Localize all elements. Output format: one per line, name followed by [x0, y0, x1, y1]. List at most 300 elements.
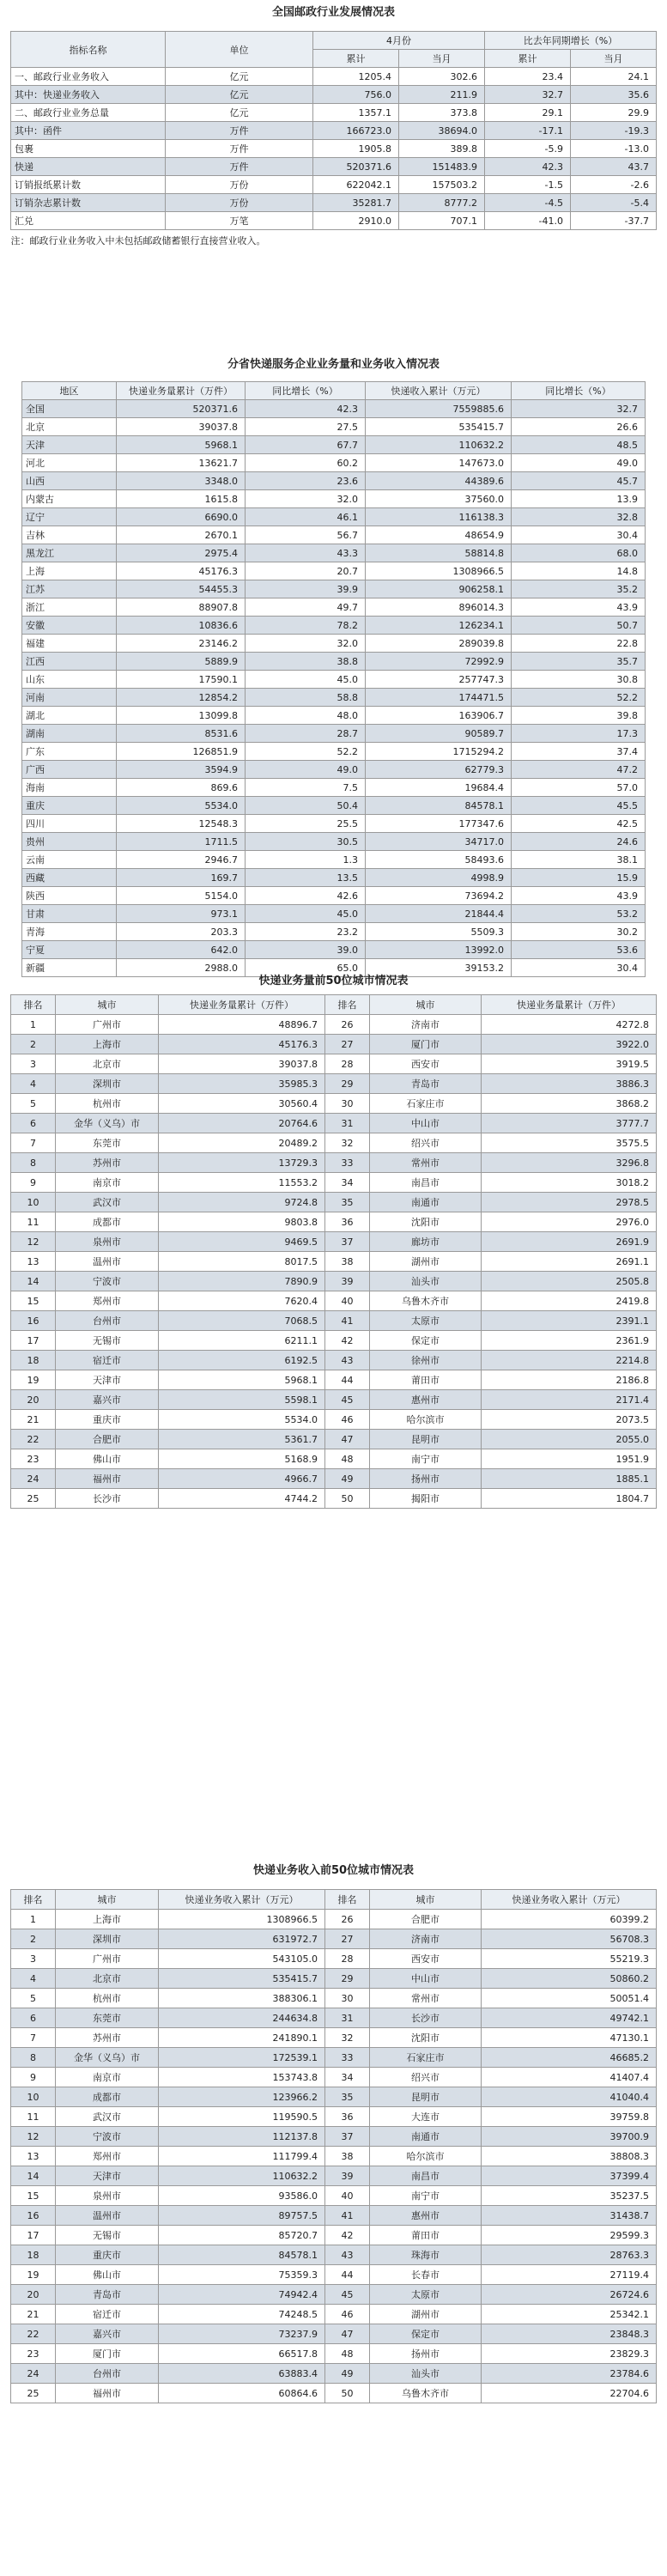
value-right: 29599.3 [482, 2226, 657, 2245]
rank-left: 2 [11, 1929, 56, 1949]
volume-growth: 25.5 [246, 815, 366, 833]
table-row [11, 2206, 657, 2226]
rank-right: 29 [325, 1969, 370, 1989]
indicator-name: 汇兑 [10, 212, 165, 230]
value-right: 2055.0 [482, 1430, 657, 1449]
city-right: 长沙市 [370, 2008, 482, 2028]
volume-value: 5154.0 [117, 887, 246, 905]
indicator-name: 二、邮政行业业务总量 [10, 104, 165, 122]
revenue-value: 62779.3 [366, 761, 512, 779]
city-right: 昆明市 [370, 1430, 482, 1449]
value-left: 93586.0 [159, 2186, 325, 2206]
value-right: 2171.4 [482, 1390, 657, 1410]
city-right: 昆明市 [370, 2087, 482, 2107]
value-right: 3777.7 [482, 1114, 657, 1133]
header-growth: 比去年同期增长（%） [484, 32, 656, 50]
rank-left: 3 [11, 1054, 56, 1074]
value-right: 27119.4 [482, 2265, 657, 2285]
city-left: 台州市 [56, 2364, 159, 2384]
value-right: 46685.2 [482, 2048, 657, 2068]
table-row [22, 797, 646, 815]
value-right: 41040.4 [482, 2087, 657, 2107]
revenue-growth: 30.4 [512, 526, 646, 544]
rank-left: 25 [11, 1489, 56, 1509]
growth-cumulative: 23.4 [484, 68, 570, 86]
table-row [22, 418, 646, 436]
value-left: 75359.3 [159, 2265, 325, 2285]
city-right: 太原市 [370, 1311, 482, 1331]
volume-value: 2988.0 [117, 959, 246, 977]
city-left: 成都市 [56, 1212, 159, 1232]
volume-value: 973.1 [117, 905, 246, 923]
value-right: 1804.7 [482, 1489, 657, 1509]
volume-growth: 13.5 [246, 869, 366, 887]
city-left: 重庆市 [56, 2245, 159, 2265]
table-row [11, 1094, 657, 1114]
table-row [11, 2364, 657, 2384]
region-name: 河南 [22, 689, 117, 707]
value-left: 39037.8 [159, 1054, 325, 1074]
month-value: 707.1 [398, 212, 484, 230]
value-right: 23829.3 [482, 2344, 657, 2364]
revenue-value: 58493.6 [366, 851, 512, 869]
city-right: 保定市 [370, 1331, 482, 1351]
revenue-growth: 43.9 [512, 598, 646, 617]
volume-growth: 28.7 [246, 725, 366, 743]
value-right: 3018.2 [482, 1173, 657, 1193]
volume-growth: 39.9 [246, 580, 366, 598]
revenue-value: 116138.3 [366, 508, 512, 526]
city-right: 南昌市 [370, 1173, 482, 1193]
city-right: 哈尔滨市 [370, 1410, 482, 1430]
value-left: 4744.2 [159, 1489, 325, 1509]
city-right: 中山市 [370, 1969, 482, 1989]
table-row [22, 454, 646, 472]
region-name: 山东 [22, 671, 117, 689]
table-row [11, 1351, 657, 1370]
value-left: 66517.8 [159, 2344, 325, 2364]
rank-right: 28 [325, 1949, 370, 1969]
value-left: 11553.2 [159, 1173, 325, 1193]
indicator-name: 包裹 [10, 140, 165, 158]
city-right: 扬州市 [370, 1469, 482, 1489]
city-right: 惠州市 [370, 1390, 482, 1410]
table-row [11, 1910, 657, 1929]
header-revenue-growth: 同比增长（%） [512, 382, 646, 400]
section-province [0, 357, 667, 977]
city-right: 湖州市 [370, 1252, 482, 1272]
table-row [11, 1074, 657, 1094]
value-left: 7890.9 [159, 1272, 325, 1291]
volume-value: 8531.6 [117, 725, 246, 743]
city-left: 无锡市 [56, 2226, 159, 2245]
header-city-left: 城市 [56, 995, 159, 1015]
table-row [22, 598, 646, 617]
value-right: 2391.1 [482, 1311, 657, 1331]
rank-left: 19 [11, 1370, 56, 1390]
city-left: 北京市 [56, 1054, 159, 1074]
volume-growth: 7.5 [246, 779, 366, 797]
rank-left: 6 [11, 2008, 56, 2028]
city-right: 哈尔滨市 [370, 2147, 482, 2166]
value-left: 5361.7 [159, 1430, 325, 1449]
city-right: 中山市 [370, 1114, 482, 1133]
region-name: 浙江 [22, 598, 117, 617]
rank-right: 48 [325, 1449, 370, 1469]
rank-left: 9 [11, 1173, 56, 1193]
city-left: 杭州市 [56, 1094, 159, 1114]
value-right: 2505.8 [482, 1272, 657, 1291]
revenue-growth: 24.6 [512, 833, 646, 851]
value-left: 85720.7 [159, 2226, 325, 2245]
revenue-growth: 49.0 [512, 454, 646, 472]
rank-left: 15 [11, 2186, 56, 2206]
rank-left: 24 [11, 1469, 56, 1489]
revenue-growth: 35.2 [512, 580, 646, 598]
value-left: 9803.8 [159, 1212, 325, 1232]
growth-cumulative: 29.1 [484, 104, 570, 122]
table-row [22, 923, 646, 941]
table-row [22, 707, 646, 725]
city-right: 南通市 [370, 2127, 482, 2147]
table-row [11, 1390, 657, 1410]
value-left: 63883.4 [159, 2364, 325, 2384]
volume-value: 2946.7 [117, 851, 246, 869]
rank-right: 48 [325, 2344, 370, 2364]
rank-left: 22 [11, 2324, 56, 2344]
table-row [11, 2384, 657, 2403]
table-row [22, 779, 646, 797]
growth-month: -37.7 [570, 212, 656, 230]
table-row [11, 2107, 657, 2127]
value-right: 3868.2 [482, 1094, 657, 1114]
revenue-growth: 47.2 [512, 761, 646, 779]
region-name: 天津 [22, 436, 117, 454]
volume-growth: 49.0 [246, 761, 366, 779]
rank-left: 5 [11, 1094, 56, 1114]
city-left: 深圳市 [56, 1074, 159, 1094]
region-name: 湖北 [22, 707, 117, 725]
rank-right: 30 [325, 1094, 370, 1114]
header-volume-growth: 同比增长（%） [246, 382, 366, 400]
city-right: 太原市 [370, 2285, 482, 2305]
city-right: 珠海市 [370, 2245, 482, 2265]
rank-left: 11 [11, 1212, 56, 1232]
header-rank-left: 排名 [11, 1890, 56, 1910]
header-city-left: 城市 [56, 1890, 159, 1910]
city-right: 沈阳市 [370, 2028, 482, 2048]
volume-value: 1615.8 [117, 490, 246, 508]
unit: 亿元 [165, 104, 312, 122]
revenue-growth: 45.5 [512, 797, 646, 815]
rank-right: 29 [325, 1074, 370, 1094]
city-left: 重庆市 [56, 1410, 159, 1430]
city-left: 金华（义乌）市 [56, 1114, 159, 1133]
table-row [11, 1272, 657, 1291]
growth-month: 24.1 [570, 68, 656, 86]
value-left: 9469.5 [159, 1232, 325, 1252]
table-row [11, 1114, 657, 1133]
city-right: 济南市 [370, 1929, 482, 1949]
value-left: 241890.1 [159, 2028, 325, 2048]
volume-growth: 42.3 [246, 400, 366, 418]
city-left: 福州市 [56, 1469, 159, 1489]
value-left: 20764.6 [159, 1114, 325, 1133]
city-left: 广州市 [56, 1015, 159, 1035]
city-left: 厦门市 [56, 2344, 159, 2364]
city-right: 合肥市 [370, 1910, 482, 1929]
revenue-value: 257747.3 [366, 671, 512, 689]
volume-growth: 45.0 [246, 905, 366, 923]
city-right: 乌鲁木齐市 [370, 2384, 482, 2403]
volume-growth: 23.2 [246, 923, 366, 941]
rank-left: 6 [11, 1114, 56, 1133]
region-name: 福建 [22, 635, 117, 653]
rank-left: 10 [11, 1193, 56, 1212]
section-title-province: 分省快递服务企业业务量和业务收入情况表 [227, 358, 440, 371]
value-left: 123966.2 [159, 2087, 325, 2107]
rank-right: 32 [325, 1133, 370, 1153]
value-left: 74942.4 [159, 2285, 325, 2305]
header-value-left: 快递业务量累计（万件） [159, 995, 325, 1015]
volume-growth: 43.3 [246, 544, 366, 562]
city-left: 佛山市 [56, 1449, 159, 1469]
value-left: 6192.5 [159, 1351, 325, 1370]
volume-growth: 32.0 [246, 490, 366, 508]
city-left: 台州市 [56, 1311, 159, 1331]
table-row [11, 2127, 657, 2147]
table-row [11, 1370, 657, 1390]
revenue-growth: 53.2 [512, 905, 646, 923]
revenue-growth: 68.0 [512, 544, 646, 562]
region-name: 黑龙江 [22, 544, 117, 562]
value-left: 45176.3 [159, 1035, 325, 1054]
table-row [22, 743, 646, 761]
table-row [22, 671, 646, 689]
growth-month: -13.0 [570, 140, 656, 158]
volume-growth: 42.6 [246, 887, 366, 905]
revenue-growth: 52.2 [512, 689, 646, 707]
city-left: 上海市 [56, 1910, 159, 1929]
volume-value: 23146.2 [117, 635, 246, 653]
region-name: 河北 [22, 454, 117, 472]
city-left: 苏州市 [56, 1153, 159, 1173]
rank-left: 19 [11, 2265, 56, 2285]
rank-left: 18 [11, 2245, 56, 2265]
value-left: 543105.0 [159, 1949, 325, 1969]
revenue-value: 535415.7 [366, 418, 512, 436]
header-city-right: 城市 [370, 1890, 482, 1910]
table-row [11, 1193, 657, 1212]
month-value: 151483.9 [398, 158, 484, 176]
volume-value: 13621.7 [117, 454, 246, 472]
city-left: 东莞市 [56, 2008, 159, 2028]
city-left: 合肥市 [56, 1430, 159, 1449]
region-name: 安徽 [22, 617, 117, 635]
volume-growth: 50.4 [246, 797, 366, 815]
cumulative-value: 2910.0 [312, 212, 398, 230]
rank-right: 40 [325, 1291, 370, 1311]
table-row [11, 2226, 657, 2245]
rank-left: 11 [11, 2107, 56, 2127]
value-right: 60399.2 [482, 1910, 657, 1929]
table-row [11, 1969, 657, 1989]
rank-left: 3 [11, 1949, 56, 1969]
table-row [11, 1449, 657, 1469]
value-left: 631972.7 [159, 1929, 325, 1949]
table-row [22, 562, 646, 580]
revenue-value: 1715294.2 [366, 743, 512, 761]
volume-growth: 48.0 [246, 707, 366, 725]
header-value-left: 快递业务收入累计（万元） [159, 1890, 325, 1910]
value-left: 35985.3 [159, 1074, 325, 1094]
revenue-growth: 22.8 [512, 635, 646, 653]
revenue-value: 163906.7 [366, 707, 512, 725]
table-row [22, 815, 646, 833]
rank-left: 13 [11, 1252, 56, 1272]
region-name: 云南 [22, 851, 117, 869]
table-row [10, 104, 656, 122]
cumulative-value: 1205.4 [312, 68, 398, 86]
city-left: 郑州市 [56, 1291, 159, 1311]
city-left: 福州市 [56, 2384, 159, 2403]
value-right: 2691.9 [482, 1232, 657, 1252]
table-row [22, 436, 646, 454]
industry-table [10, 31, 657, 230]
rank-right: 47 [325, 2324, 370, 2344]
value-right: 3575.5 [482, 1133, 657, 1153]
value-left: 119590.5 [159, 2107, 325, 2127]
table-row [22, 472, 646, 490]
rank-left: 12 [11, 1232, 56, 1252]
rank-right: 35 [325, 1193, 370, 1212]
city-left: 成都市 [56, 2087, 159, 2107]
volume-value: 54455.3 [117, 580, 246, 598]
table-row [22, 508, 646, 526]
growth-cumulative: -4.5 [484, 194, 570, 212]
rank-left: 1 [11, 1910, 56, 1929]
table-row [11, 1291, 657, 1311]
footnote: 注：邮政行业业务收入中未包括邮政储蓄银行直接营业收入。 [10, 235, 266, 246]
value-left: 5534.0 [159, 1410, 325, 1430]
table-row [22, 544, 646, 562]
value-left: 9724.8 [159, 1193, 325, 1212]
table-row [11, 2028, 657, 2048]
header-city-right: 城市 [370, 995, 482, 1015]
cumulative-value: 622042.1 [312, 176, 398, 194]
value-left: 20489.2 [159, 1133, 325, 1153]
rank-left: 13 [11, 2147, 56, 2166]
rank-left: 17 [11, 1331, 56, 1351]
volume-growth: 58.8 [246, 689, 366, 707]
volume-growth: 52.2 [246, 743, 366, 761]
value-right: 2691.1 [482, 1252, 657, 1272]
value-right: 28763.3 [482, 2245, 657, 2265]
city-revenue-table [10, 1889, 657, 2403]
indicator-name: 其中：快递业务收入 [10, 86, 165, 104]
table-row [11, 1232, 657, 1252]
table-row [11, 1054, 657, 1074]
value-left: 111799.4 [159, 2147, 325, 2166]
revenue-value: 73694.2 [366, 887, 512, 905]
cumulative-value: 756.0 [312, 86, 398, 104]
city-right: 惠州市 [370, 2206, 482, 2226]
value-left: 1308966.5 [159, 1910, 325, 1929]
revenue-growth: 42.5 [512, 815, 646, 833]
table-row [10, 176, 656, 194]
revenue-growth: 17.3 [512, 725, 646, 743]
region-name: 江西 [22, 653, 117, 671]
volume-value: 88907.8 [117, 598, 246, 617]
value-left: 110632.2 [159, 2166, 325, 2186]
rank-right: 49 [325, 2364, 370, 2384]
volume-growth: 23.6 [246, 472, 366, 490]
region-name: 北京 [22, 418, 117, 436]
value-right: 2976.0 [482, 1212, 657, 1232]
header-region: 地区 [22, 382, 117, 400]
revenue-value: 7559885.6 [366, 400, 512, 418]
city-right: 湖州市 [370, 2305, 482, 2324]
revenue-value: 58814.8 [366, 544, 512, 562]
table-row [11, 1173, 657, 1193]
volume-growth: 60.2 [246, 454, 366, 472]
revenue-value: 34717.0 [366, 833, 512, 851]
rank-left: 21 [11, 1410, 56, 1430]
table-row [11, 1949, 657, 1969]
value-right: 3296.8 [482, 1153, 657, 1173]
value-left: 6211.1 [159, 1331, 325, 1351]
value-left: 244634.8 [159, 2008, 325, 2028]
city-right: 汕头市 [370, 1272, 482, 1291]
revenue-value: 1308966.5 [366, 562, 512, 580]
value-left: 8017.5 [159, 1252, 325, 1272]
table-row [11, 1331, 657, 1351]
table-row [11, 1989, 657, 2008]
month-value: 8777.2 [398, 194, 484, 212]
rank-left: 14 [11, 2166, 56, 2186]
table-row [10, 212, 656, 230]
rank-right: 39 [325, 2166, 370, 2186]
rank-left: 20 [11, 1390, 56, 1410]
city-right: 长春市 [370, 2265, 482, 2285]
value-right: 23784.6 [482, 2364, 657, 2384]
rank-right: 28 [325, 1054, 370, 1074]
region-name: 广东 [22, 743, 117, 761]
table-row [22, 526, 646, 544]
table-row [10, 158, 656, 176]
table-row [22, 725, 646, 743]
region-name: 西藏 [22, 869, 117, 887]
table-row [11, 2285, 657, 2305]
revenue-value: 906258.1 [366, 580, 512, 598]
volume-value: 10836.6 [117, 617, 246, 635]
value-right: 4272.8 [482, 1015, 657, 1035]
region-name: 内蒙古 [22, 490, 117, 508]
indicator-name: 订销报纸累计数 [10, 176, 165, 194]
revenue-growth: 32.7 [512, 400, 646, 418]
growth-month: 35.6 [570, 86, 656, 104]
growth-cumulative: 42.3 [484, 158, 570, 176]
volume-value: 5968.1 [117, 436, 246, 454]
revenue-value: 110632.2 [366, 436, 512, 454]
rank-right: 36 [325, 1212, 370, 1232]
table-row [11, 1133, 657, 1153]
city-right: 乌鲁木齐市 [370, 1291, 482, 1311]
revenue-value: 174471.5 [366, 689, 512, 707]
city-right: 大连市 [370, 2107, 482, 2127]
rank-left: 12 [11, 2127, 56, 2147]
rank-right: 50 [325, 1489, 370, 1509]
